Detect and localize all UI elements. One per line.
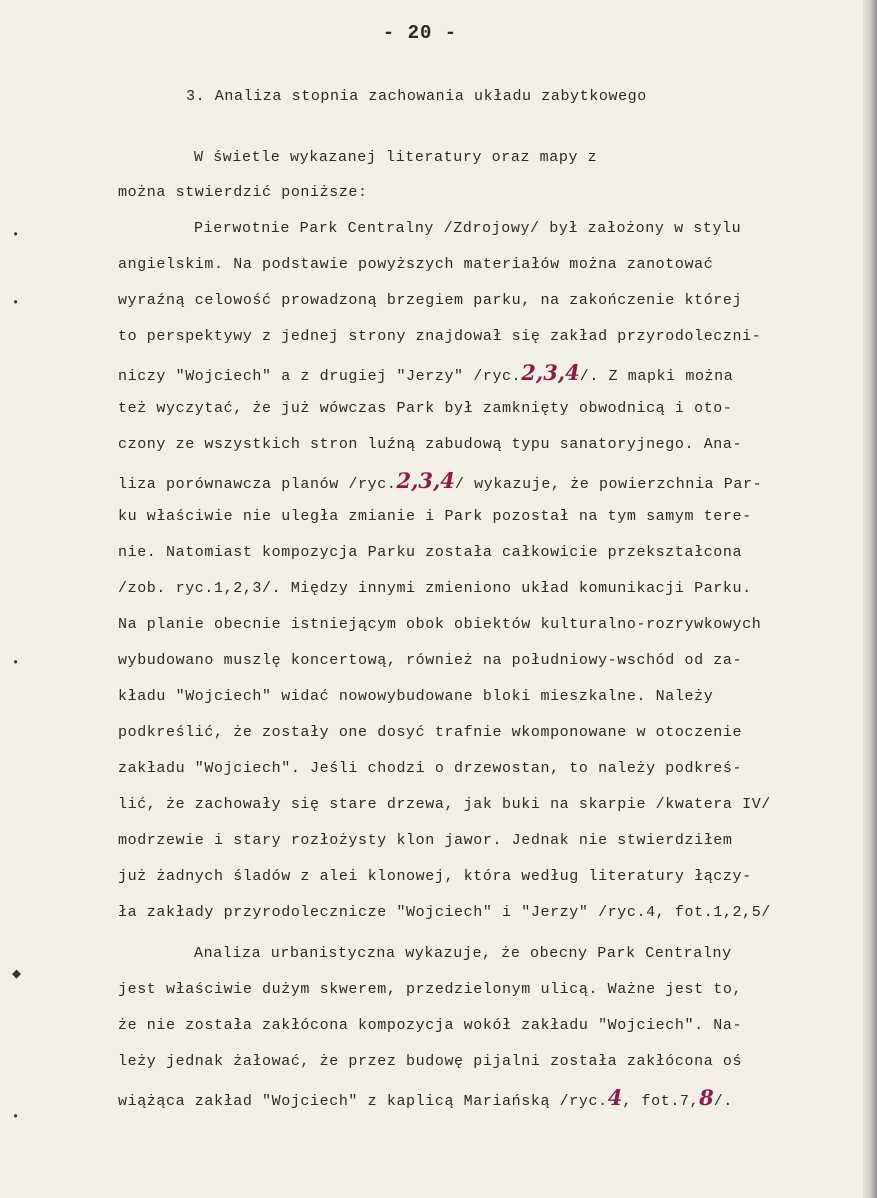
- handwritten-figure-ref: 8: [699, 1085, 714, 1110]
- text-line: czony ze wszystkich stron luźną zabudową typu sanatoryjnego. Ana-: [118, 436, 743, 453]
- text-line: też wyczytać, że już wówczas Park był zamknięty obwodnicą i oto-: [118, 400, 733, 417]
- text-line: już żadnych śladów z alei klonowej, która według literatury łączy-: [118, 868, 752, 885]
- margin-dot: •: [12, 296, 20, 310]
- text-line: że nie została zakłócona kompozycja wokół zakładu "Wojciech". Na-: [118, 1017, 743, 1034]
- margin-dot: •: [12, 1110, 20, 1124]
- margin-dot: •: [12, 228, 20, 242]
- margin-dot: ◆: [12, 966, 22, 983]
- text-line: lić, że zachowały się stare drzewa, jak buki na skarpie /kwatera IV/: [118, 796, 771, 813]
- margin-dot: •: [12, 656, 20, 670]
- text-line: [118, 468, 763, 495]
- text-line: Pierwotnie Park Centralny /Zdrojowy/ był założony w stylu: [194, 220, 742, 237]
- text-line: W świetle wykazanej literatury oraz mapy z: [194, 149, 598, 166]
- text-line: można stwierdzić poniższe:: [118, 184, 368, 201]
- page-number: - 20 -: [382, 22, 458, 44]
- text-line: nie. Natomiast kompozycja Parku została całkowicie przekształcona: [118, 544, 743, 561]
- text-line: kładu "Wojciech" widać nowowybudowane bloki mieszkalne. Należy: [118, 688, 714, 705]
- text-line: podkreślić, że zostały one dosyć trafnie wkomponowane w otoczenie: [118, 724, 743, 741]
- text-line: angielskim. Na podstawie powyższych materiałów można zanotować: [118, 256, 714, 273]
- text-segment: /.: [713, 1093, 733, 1110]
- text-line: to perspektywy z jednej strony znajdował się zakład przyrodoleczni-: [118, 328, 762, 345]
- text-line: wybudowano muszlę koncertową, również na południowy-wschód od za-: [118, 652, 743, 669]
- handwritten-figure-ref: 2,3,4: [521, 360, 580, 385]
- text-segment: , fot.7,: [622, 1093, 700, 1110]
- text-line: [118, 1085, 733, 1112]
- text-segment: / wykazuje, że powierzchnia Par-: [454, 476, 763, 493]
- text-line: zakładu "Wojciech". Jeśli chodzi o drzewostan, to należy podkreś-: [118, 760, 743, 777]
- text-line: leży jednak żałować, że przez budowę pijalni została zakłócona oś: [118, 1053, 743, 1070]
- text-line: wyraźną celowość prowadzoną brzegiem parku, na zakończenie której: [118, 292, 743, 309]
- text-line: Na planie obecnie istniejącym obok obiektów kulturalno-rozrywkowych: [118, 616, 762, 633]
- text-segment: liza porównawcza planów /ryc.: [118, 476, 397, 493]
- text-line: /zob. ryc.1,2,3/. Między innymi zmieniono układ komunikacji Parku.: [118, 580, 752, 597]
- handwritten-figure-ref: 2,3,4: [396, 468, 455, 493]
- handwritten-figure-ref: 4: [607, 1085, 623, 1110]
- text-segment: niczy "Wojciech" a z drugiej "Jerzy" /ryc.: [118, 368, 522, 385]
- text-segment: wiążąca zakład "Wojciech" z kaplicą Mariańską /ryc.: [118, 1093, 608, 1110]
- text-line: ła zakłady przyrodolecznicze "Wojciech" i "Jerzy" /ryc.4, fot.1,2,5/: [118, 904, 771, 921]
- text-line: ku właściwie nie uległa zmianie i Park pozostał na tym samym tere-: [118, 508, 752, 525]
- text-line: jest właściwie dużym skwerem, przedzielonym ulicą. Ważne jest to,: [118, 981, 743, 998]
- text-segment: /. Z mapki można: [579, 368, 734, 385]
- section-heading: 3. Analiza stopnia zachowania układu zabytkowego: [186, 88, 647, 105]
- text-line: [118, 360, 734, 387]
- page-edge-shadow: [863, 0, 877, 1198]
- text-line: Analiza urbanistyczna wykazuje, że obecny Park Centralny: [194, 945, 732, 962]
- text-line: modrzewie i stary rozłożysty klon jawor. Jednak nie stwierdziłem: [118, 832, 733, 849]
